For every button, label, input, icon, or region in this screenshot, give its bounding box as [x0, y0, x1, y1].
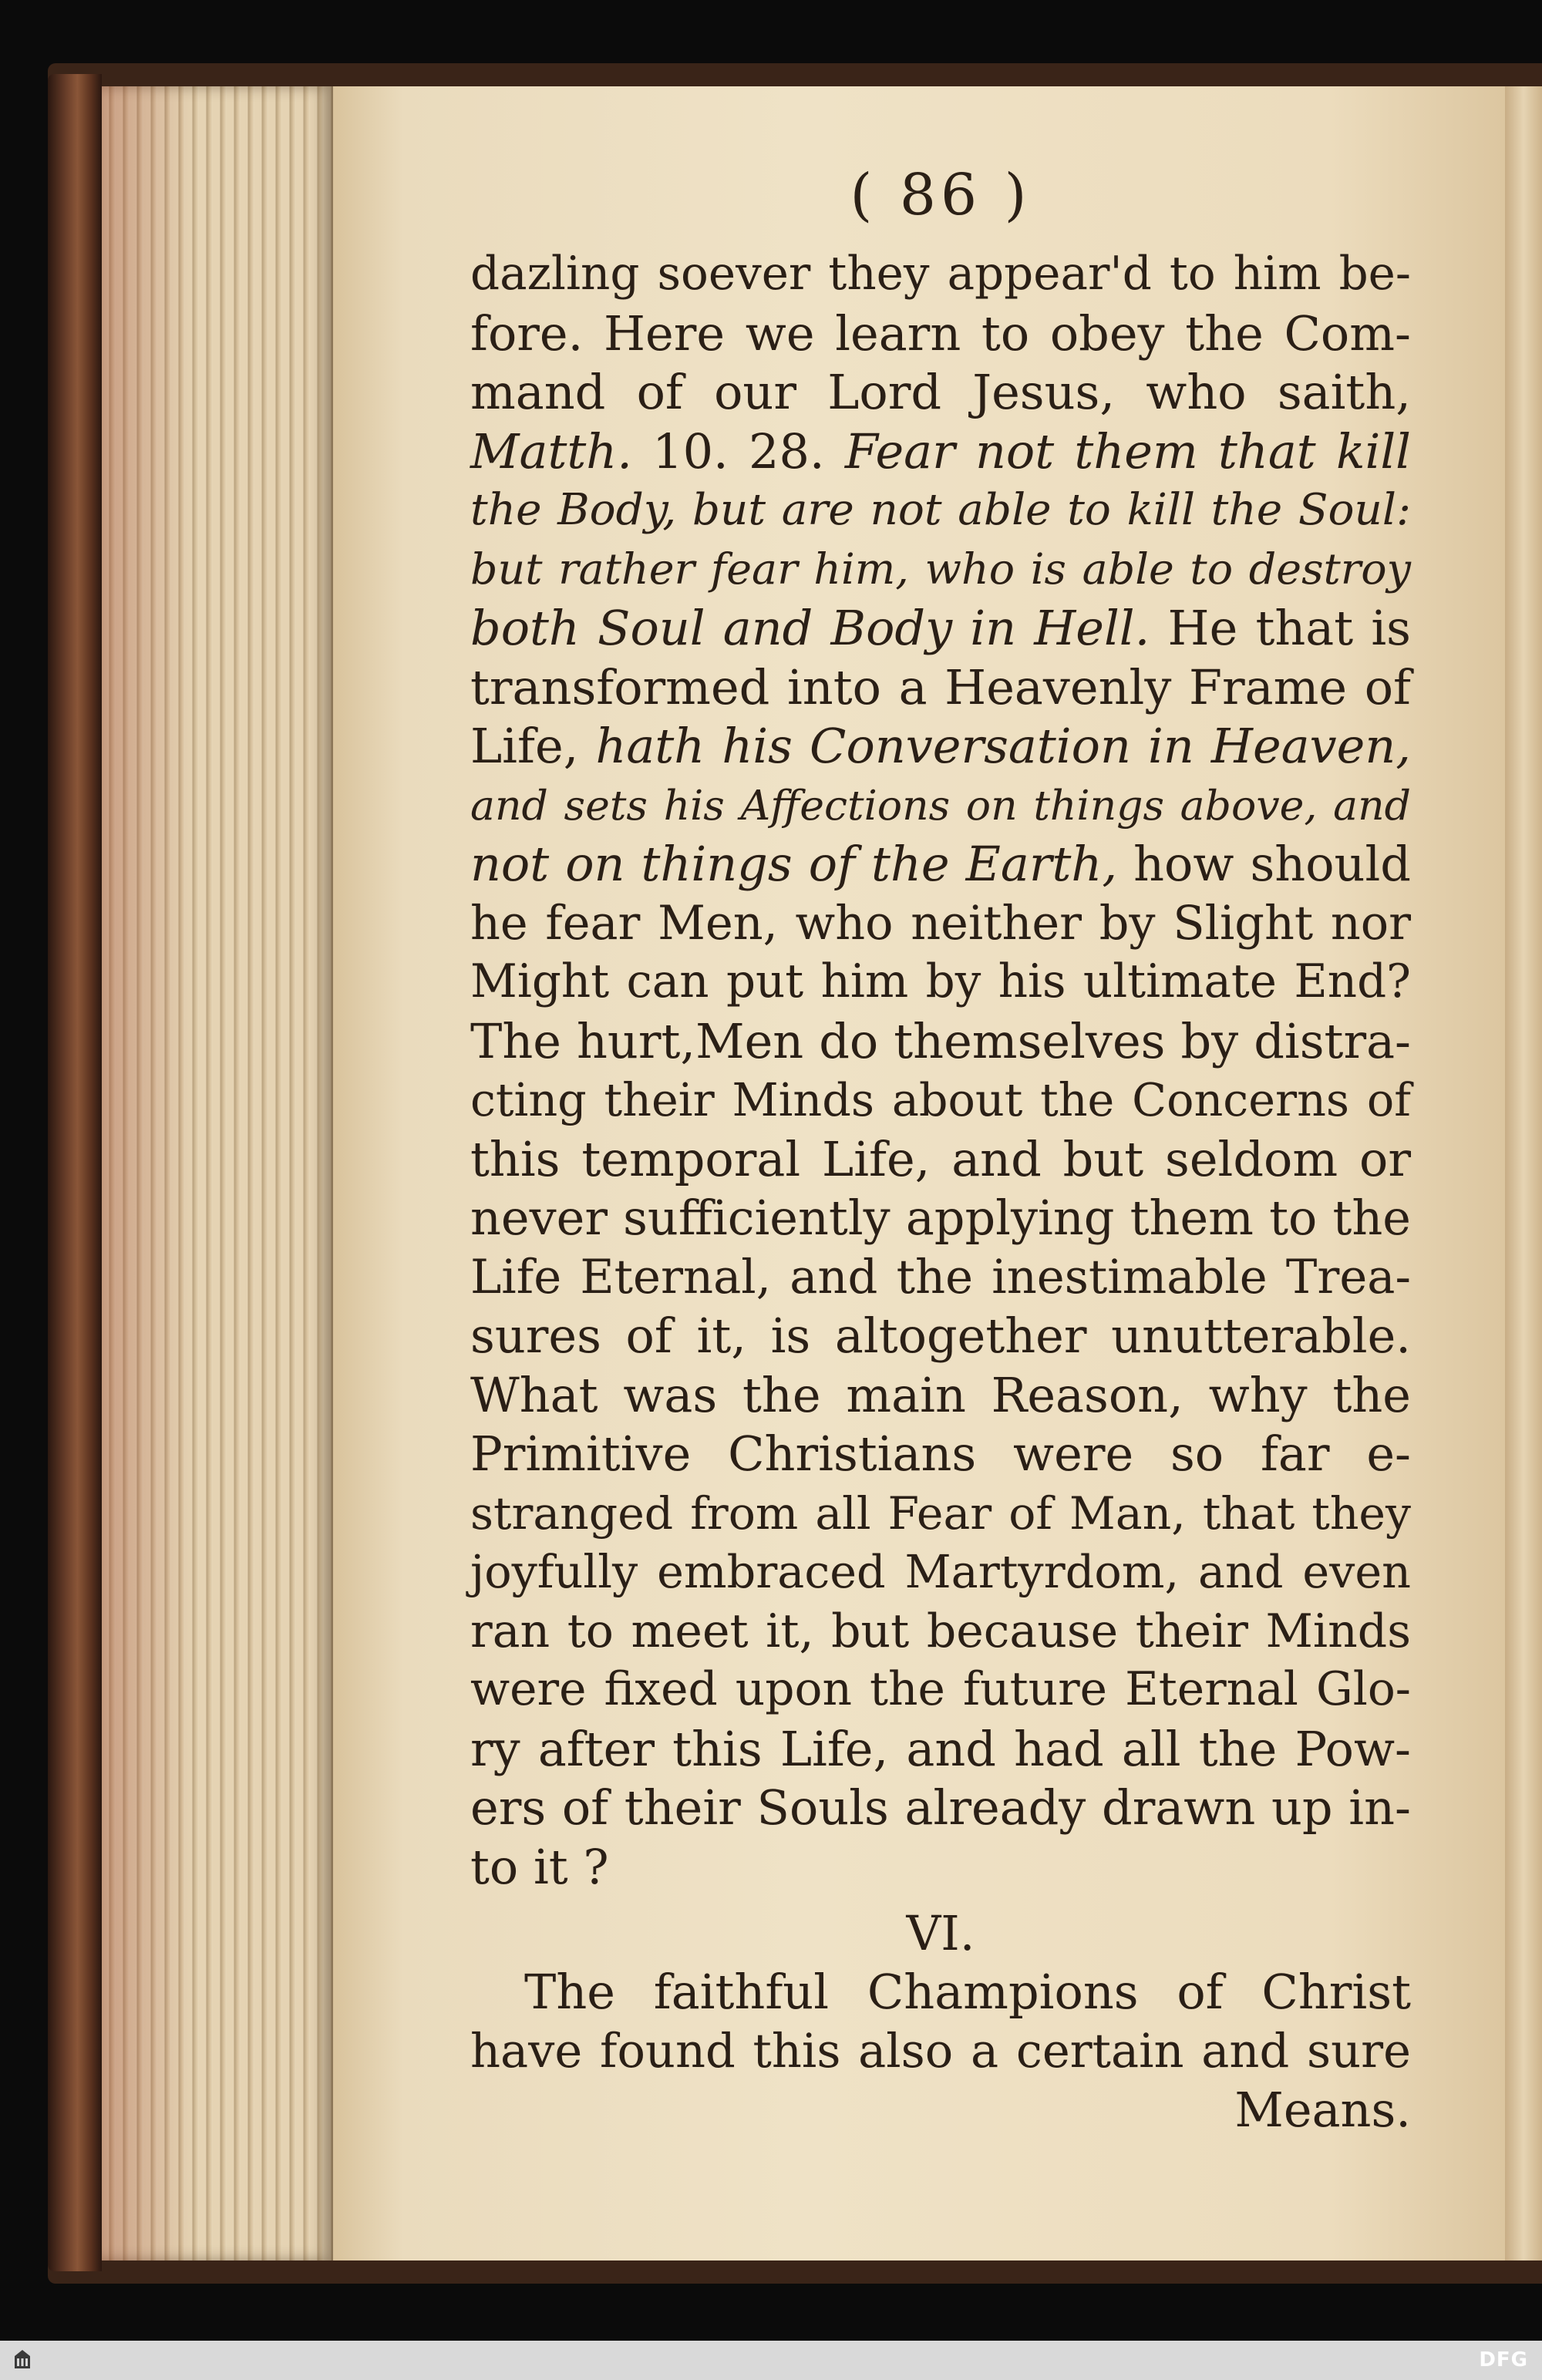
italic-text: Fear not them that kill [844, 422, 1411, 480]
text-line [470, 1248, 1411, 1308]
roman-text: Might can put him by his ultimate End? [470, 955, 1411, 1008]
text-line [470, 953, 1411, 1012]
roman-text: Life, [470, 718, 596, 774]
text-line [470, 599, 1411, 658]
page-number: ( 86 ) [850, 162, 1032, 228]
italic-text: but rather fear him, who is able to destroy [470, 544, 1411, 594]
roman-text: never sufficiently applying them to the [470, 1190, 1411, 1246]
text-line [470, 1779, 1411, 1838]
roman-text: ers of their Souls already drawn up in- [470, 1779, 1411, 1836]
text-line [470, 1484, 1411, 1543]
roman-text: sures of it, is altogether unutterable. [470, 1308, 1411, 1364]
italic-text: not on things of the Earth, [470, 836, 1118, 892]
viewer-footer-bar [0, 2341, 1542, 2380]
text-line [470, 1307, 1411, 1366]
text-line [470, 1425, 1411, 1484]
section-text-line: have found this also a certain and sure [470, 2024, 1411, 2079]
text-line [470, 1189, 1411, 1248]
text-line [470, 1838, 1411, 1897]
roman-text: What was the main Reason, why the [470, 1366, 1411, 1423]
roman-text: ran to meet it, but because their Minds [470, 1604, 1411, 1658]
roman-text: 10. 28. [631, 422, 845, 480]
facing-page-edge [1505, 86, 1542, 2260]
text-line [470, 776, 1411, 836]
roman-text: this temporal Life, and but seldom or [470, 1130, 1411, 1187]
italic-text: Matth. [470, 422, 632, 480]
roman-text: The hurt,Men do themselves by distra- [470, 1012, 1411, 1069]
dfg-brand-label: DFG [1479, 2348, 1528, 2372]
section-text-line: The faithful Champions of Christ [524, 1964, 1411, 2020]
text-line [470, 717, 1411, 776]
roman-text: fore. Here we learn to obey the Com- [470, 305, 1411, 362]
text-line [470, 1130, 1411, 1190]
text-line [470, 1366, 1411, 1426]
italic-text: both Soul and Body in Hell. [470, 600, 1150, 656]
section-heading: VI. [906, 1905, 975, 1961]
roman-text: dazling soever they appear'd to him be- [470, 247, 1411, 301]
italic-text: the Body, but are not able to kill the Soul: [470, 485, 1411, 535]
catchword: Means. [1234, 2082, 1411, 2138]
text-line [470, 894, 1411, 954]
text-line [470, 1071, 1411, 1130]
text-line [470, 835, 1411, 894]
roman-text: ry after this Life, and had all the Pow- [470, 1720, 1411, 1777]
text-line [470, 1661, 1411, 1720]
text-line [470, 481, 1411, 540]
italic-text: and sets his Affections on things above, and [470, 780, 1411, 830]
text-line [470, 658, 1411, 718]
roman-text: cting their Minds about the Concerns of [470, 1073, 1411, 1126]
text-line [470, 245, 1411, 305]
text-line [470, 305, 1411, 364]
book-cover-edge [48, 74, 102, 2271]
roman-text: he fear Men, who neither by Slight nor [470, 896, 1411, 951]
roman-text: transformed into a Heavenly Frame of [470, 658, 1411, 715]
text-line [470, 1012, 1411, 1072]
roman-text: mand of our Lord Jesus, who saith, [470, 364, 1411, 420]
roman-text: were fixed upon the future Eternal Glo- [470, 1663, 1411, 1716]
body-text [470, 245, 1411, 2140]
text-line [470, 363, 1411, 422]
text-line [470, 1602, 1411, 1661]
roman-text: how should [1117, 836, 1411, 892]
roman-text: joyfully embraced Martyrdom, and even [470, 1545, 1411, 1598]
library-logo-icon [11, 2347, 34, 2375]
italic-text: hath his Conversation in Heaven, [595, 718, 1411, 774]
roman-text: Life Eternal, and the inestimable Trea- [470, 1250, 1411, 1304]
roman-text: He that is [1150, 600, 1411, 656]
roman-text: to it ? [470, 1838, 609, 1895]
text-line [470, 540, 1411, 600]
roman-text: stranged from all Fear of Man, that they [470, 1486, 1411, 1540]
text-line [470, 1543, 1411, 1602]
text-line [470, 1720, 1411, 1779]
text-line [470, 422, 1411, 482]
roman-text: Primitive Christians were so far e- [470, 1426, 1411, 1482]
page-stack-edge [102, 86, 333, 2260]
